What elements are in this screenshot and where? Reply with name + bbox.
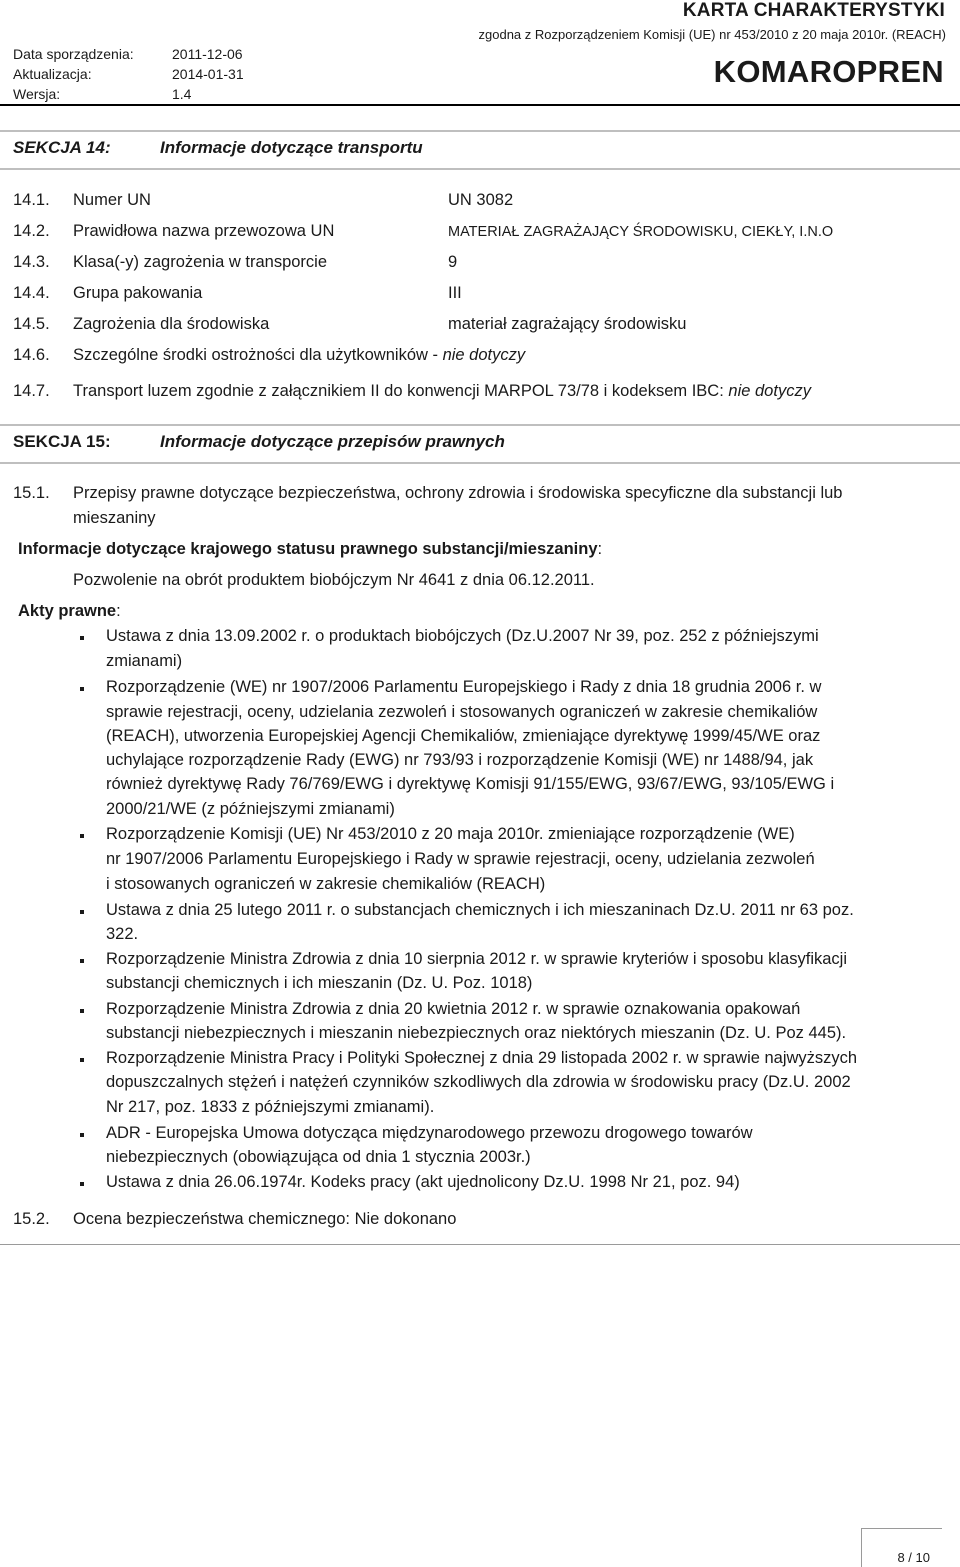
act-line: Rozporządzenie Komisji (UE) Nr 453/2010 z 20 maja 2010r. zmieniające rozporządzenie (WE) [106,825,795,843]
national-status-label: Informacje dotyczące krajowego statusu prawnego substancji/mieszaniny [18,540,598,558]
row-number: 14.6. [13,346,50,364]
act-line: Ustawa z dnia 13.09.2002 r. o produktach biobójczych (Dz.U.2007 Nr 39, poz. 252 z późniejszymi [106,627,819,645]
precautions-text [73,346,525,365]
precautions-label: Szczególne środki ostrożności dla użytkowników - [73,346,443,364]
row-number: 14.1. [13,191,50,209]
bullet-icon [80,834,84,838]
row-label: Klasa(-y) zagrożenia w transporcie [73,253,328,271]
subsection-number: 15.1. [13,484,50,502]
act-line: substancji chemicznych i ich mieszanin (Dz. U. Poz. 1018) [106,974,533,992]
product-name: KOMAROPREN [713,54,944,89]
regulation-note: zgodna z Rozporządzeniem Komisji (UE) nr 453/2010 z 20 maja 2010r. (REACH) [478,27,946,42]
meta-label: Wersja: [13,86,61,102]
row-number: 14.3. [13,253,50,271]
section-15-header [0,424,960,464]
page-number: 8 / 10 [897,1550,930,1565]
legal-acts-label: Akty prawne [18,602,117,620]
header-divider [0,104,960,106]
row-number: 14.4. [13,284,50,302]
meta-value: 2014-01-31 [172,66,244,82]
act-line: Nr 217, poz. 1833 z późniejszymi zmianami). [106,1098,435,1116]
act-line: sprawie rejestracji, oceny, udzielania zezwoleń i stosowanych ograniczeń w zakresie chemikaliów [106,703,818,721]
row-label: Grupa pakowania [73,284,203,302]
act-line: Rozporządzenie Ministra Zdrowia z dnia 20 kwietnia 2012 r. w sprawie oznakowania opakowań [106,1000,801,1018]
row-value: MATERIAŁ ZAGRAŻAJĄCY ŚRODOWISKU, CIEKŁY, I.N.O [448,224,834,240]
act-line: niebezpiecznych (obowiązująca od dnia 1 stycznia 2003r.) [106,1148,531,1166]
meta-label: Aktualizacja: [13,66,92,82]
act-line: ADR - Europejska Umowa dotycząca międzynarodowego przewozu drogowego towarów [106,1124,753,1142]
section-divider [0,1244,960,1245]
row-number: 14.7. [13,382,50,400]
section-title: Informacje dotyczące transportu [160,138,423,157]
bulk-transport-text [73,382,811,401]
meta-label: Data sporządzenia: [13,46,134,62]
row-value: III [448,284,462,302]
section-number: SEKCJA 14: [13,138,111,157]
act-line: dopuszczalnych stężeń i natężeń czynników szkodliwych dla zdrowia w środowisku pracy (Dz.U. 2002 [106,1073,851,1091]
row-value: 9 [448,253,458,271]
section-number: SEKCJA 15: [13,432,111,451]
act-line: (REACH), utworzenia Europejskiej Agencji Chemikaliów, zmieniające dyrektywę 1999/45/WE oraz [106,727,821,745]
meta-row-updated [13,64,273,84]
subsection-number: 15.2. [13,1210,50,1228]
act-line: nr 1907/2006 Parlamentu Europejskiego i Rady w sprawie rejestracji, oceny, udzielania zezwoleń [106,850,815,868]
act-line: 322. [106,925,139,943]
bulk-transport-label: Transport luzem zgodnie z załącznikiem II do konwencji MARPOL 73/78 i kodeksem IBC: [73,382,729,400]
act-line: Rozporządzenie (WE) nr 1907/2006 Parlamentu Europejskiego i Rady z dnia 18 grudnia 2006 r. w [106,678,822,696]
bullet-icon [80,1182,84,1186]
act-line: Rozporządzenie Ministra Zdrowia z dnia 10 sierpnia 2012 r. w sprawie kryteriów i sposobu klasyfikacji [106,950,847,968]
act-line: również dyrektywę Rady 76/769/EWG i dyrektywę Komisji 91/155/EWG, 93/67/EWG, 93/105/EWG i [106,775,835,793]
act-line: uchylające rozporządzenie Rady (EWG) nr 793/93 i rozporządzenie Komisji (WE) nr 1488/94, jak [106,751,814,769]
bullet-icon [80,959,84,963]
biocide-permit: Pozwolenie na obrót produktem biobójczym Nr 4641 z dnia 06.12.2011. [73,571,595,589]
row-number: 14.2. [13,222,50,240]
legal-acts-heading [18,602,121,621]
act-line: Ustawa z dnia 25 lutego 2011 r. o substancjach chemicznych i ich mieszaninach Dz.U. 2011 nr 63 poz. [106,901,854,919]
act-line: Ustawa z dnia 26.06.1974r. Kodeks pracy (akt ujednolicony Dz.U. 1998 Nr 21, poz. 94) [106,1173,740,1191]
section-14-header [0,130,960,170]
row-number: 14.5. [13,315,50,333]
meta-row-version [13,84,273,104]
bullet-icon [80,687,84,691]
row-label: Numer UN [73,191,151,209]
row-label: Zagrożenia dla środowiska [73,315,270,333]
section-title: Informacje dotyczące przepisów prawnych [160,432,505,451]
row-value: UN 3082 [448,191,514,209]
bullet-icon [80,1058,84,1062]
national-status-heading [18,540,602,559]
bullet-icon [80,1009,84,1013]
bulk-transport-value: nie dotyczy [728,382,811,400]
act-line: i stosowanych ograniczeń w zakresie chemikaliów (REACH) [106,875,546,893]
subsection-text: Przepisy prawne dotyczące bezpieczeństwa, ochrony zdrowia i środowiska specyficzne dla substancji lub [73,484,843,502]
act-line: Rozporządzenie Ministra Pracy i Polityki Społecznej z dnia 29 listopada 2002 r. w sprawie najwyższych [106,1049,858,1067]
act-line: substancji niebezpiecznych i mieszanin niebezpiecznych oraz niektórych mieszanin (Dz. U. Poz 445). [106,1024,847,1042]
bullet-icon [80,910,84,914]
bullet-icon [80,636,84,640]
subsection-text: mieszaniny [73,509,156,527]
chemical-safety-assessment: Ocena bezpieczeństwa chemicznego: Nie dokonano [73,1210,457,1228]
meta-value: 2011-12-06 [172,46,243,62]
act-line: zmianami) [106,652,183,670]
meta-row-created [13,44,273,64]
row-value: materiał zagrażający środowisku [448,315,687,333]
row-label: Prawidłowa nazwa przewozowa UN [73,222,335,240]
document-meta [13,44,273,106]
precautions-value: nie dotyczy [442,346,526,364]
act-line: 2000/21/WE (z późniejszymi zmianami) [106,800,395,818]
label-colon: : [116,602,121,620]
label-colon: : [597,540,603,558]
meta-value: 1.4 [172,86,192,102]
document-title: KARTA CHARAKTERYSTYKI [682,0,945,21]
bullet-icon [80,1133,84,1137]
